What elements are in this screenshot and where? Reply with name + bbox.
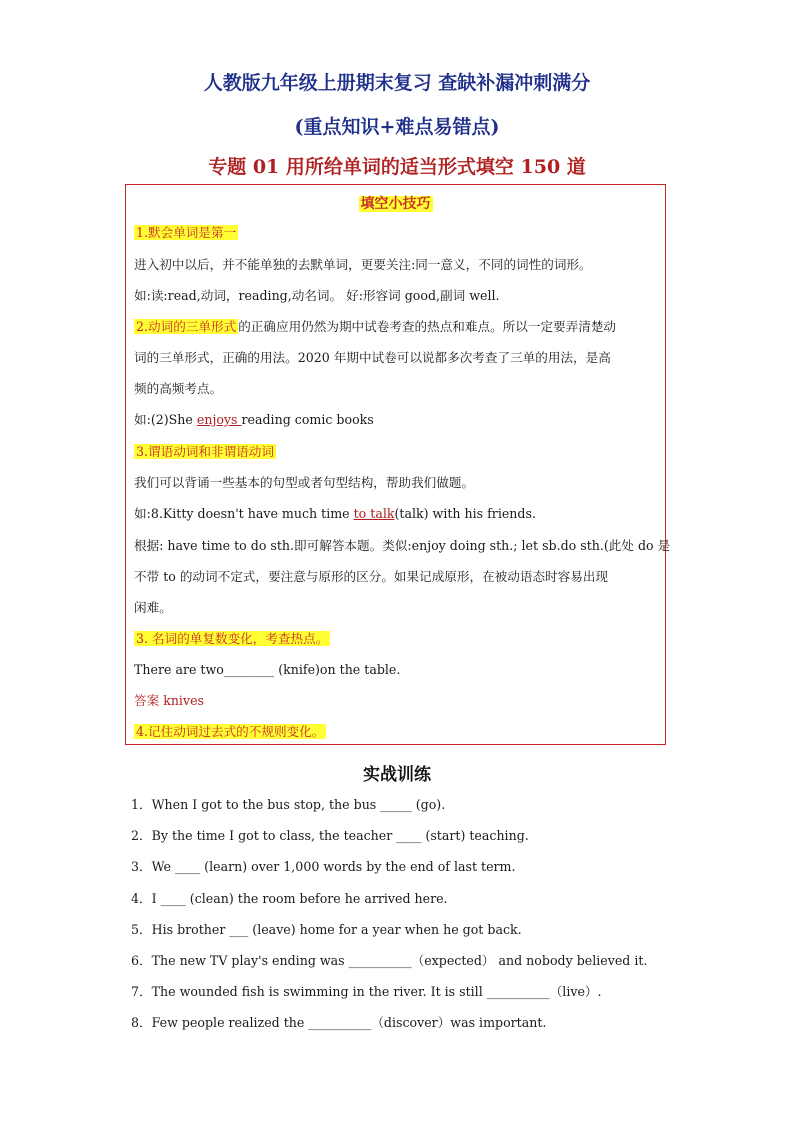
tip4-answer: 答案 knives bbox=[134, 693, 204, 708]
tip4-heading: 3. 名词的单复数变化，考查热点。 bbox=[136, 631, 329, 646]
question-1: 1．When I got to the bus stop, the bus _____ (go). bbox=[131, 797, 446, 812]
tip5-heading: 4.记住动词过去式的不规则变化。 bbox=[136, 724, 325, 739]
tip1-heading: 1.默会单词是第一 bbox=[136, 225, 237, 240]
tips-heading-text: 填空小技巧 bbox=[360, 196, 431, 212]
tips-heading bbox=[126, 193, 665, 213]
tip2-body-b: 词的三单形式，正确的用法。2020 年期中试卷可以说都多次考查了三单的用法，是高 bbox=[134, 350, 611, 365]
question-5: 5．His brother ___ (leave) home for a year when he got back. bbox=[131, 922, 522, 937]
tip3-body: 我们可以背诵一些基本的句型或者句型结构，帮助我们做题。 bbox=[134, 475, 475, 490]
tip3-basis-c: 闲难。 bbox=[134, 600, 172, 615]
question-7: 7．The wounded fish is swimming in the river. It is still __________（live）. bbox=[131, 984, 602, 999]
document-title: 人教版九年级上册期末复习 查缺补漏冲刺满分 bbox=[203, 72, 591, 94]
tip4-example: There are two________ (knife)on the table. bbox=[134, 662, 401, 677]
tip3-example-post: (talk) with his friends. bbox=[394, 506, 536, 521]
document-subtitle: (重点知识+难点易错点) bbox=[294, 116, 500, 138]
topic-title: 专题 01 用所给单词的适当形式填空 150 道 bbox=[208, 156, 586, 178]
tip3-example bbox=[134, 506, 536, 522]
question-8: 8．Few people realized the __________（discover）was important. bbox=[131, 1015, 547, 1030]
tip2-example-post: reading comic books bbox=[241, 412, 374, 427]
tip3-basis-b: 不带 to 的动词不定式，要注意与原形的区分。如果记成原形，在被动语态时容易出现 bbox=[134, 569, 609, 584]
tip3-example-answer: to talk bbox=[353, 506, 395, 521]
tip5-heading-line bbox=[134, 724, 326, 740]
tip2-heading: 2.动词的三单形式 bbox=[136, 319, 237, 334]
tip2-body-c: 频的高频考点。 bbox=[134, 381, 223, 396]
tip3-basis-a: 根据: have time to do sth.即可解答本题。类似:enjoy doing sth.; let sb.do sth.(此处 do 是 bbox=[134, 538, 671, 553]
tip2-example-answer: enjoys bbox=[196, 412, 242, 427]
question-6: 6．The new TV play's ending was __________（expected） and nobody believed it. bbox=[131, 953, 648, 968]
tip2-body-a: 的正确应用仍然为期中试卷考查的热点和难点。所以一定要弄清楚动 bbox=[238, 319, 616, 334]
tip1-example: 如:读:read,动词，reading,动名词。 好:形容词 good,副词 well. bbox=[134, 288, 500, 303]
tip4-heading-line bbox=[134, 631, 330, 647]
question-3: 3．We ____ (learn) over 1,000 words by the end of last term. bbox=[131, 859, 516, 874]
tip2-example-pre: 如:(2)She bbox=[134, 412, 197, 427]
practice-title: 实战训练 bbox=[363, 765, 431, 785]
tip3-heading-line bbox=[134, 444, 276, 460]
question-2: 2．By the time I got to class, the teacher ____ (start) teaching. bbox=[131, 828, 529, 843]
tip2-example bbox=[134, 412, 374, 428]
tip3-heading: 3.谓语动词和非谓语动词 bbox=[136, 444, 274, 459]
question-4: 4．I ____ (clean) the room before he arrived here. bbox=[131, 891, 448, 906]
tip2-line-a bbox=[134, 319, 616, 335]
tip1-heading-line bbox=[134, 225, 238, 241]
tips-box bbox=[125, 184, 671, 745]
tip3-example-pre: 如:8.Kitty doesn't have much time bbox=[134, 506, 354, 521]
tip1-body: 进入初中以后，并不能单独的去默单词，更要关注:同一意义，不同的词性的词形。 bbox=[134, 257, 592, 272]
